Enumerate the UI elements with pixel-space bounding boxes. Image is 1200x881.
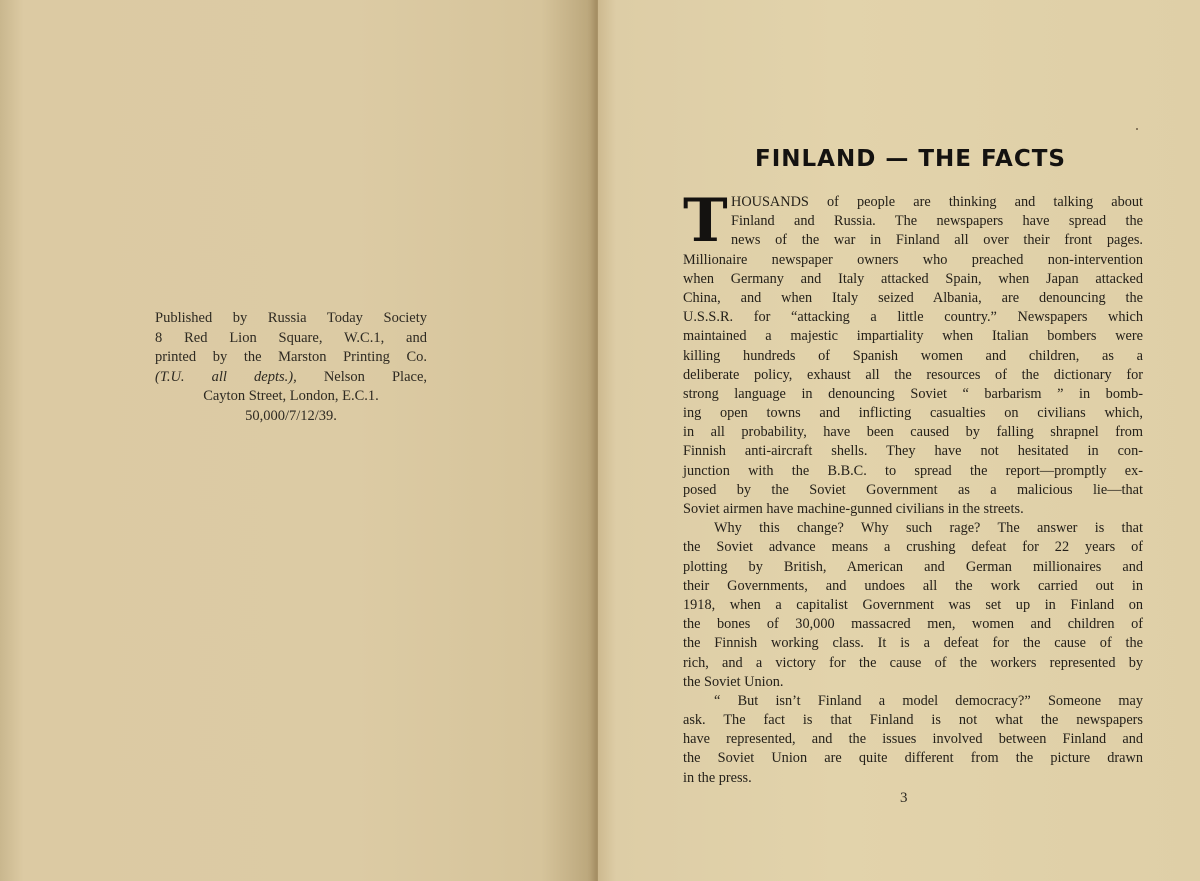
text-line: killing hundreds of Spanish women and children, as a [683, 347, 1143, 364]
text-line: maintained a majestic impartiality when Italian bombers were [683, 328, 1143, 345]
page-number: 3 [900, 790, 908, 806]
left-page [0, 0, 588, 881]
text-line: Why this change? Why such rage? The answer is that [714, 520, 1143, 537]
imprint-line [155, 368, 427, 388]
text-line: in the press. [683, 769, 752, 786]
text-line: when Germany and Italy attacked Spain, when Japan attacked [683, 270, 1143, 287]
text-line: Millionaire newspaper owners who preached non-intervention [683, 251, 1143, 268]
text-line: junction with the B.B.C. to spread the report—promptly ex- [683, 462, 1143, 479]
text-line: the Soviet Union. [683, 673, 784, 690]
text-line: strong language in denouncing Soviet “ barbarism ” in bomb- [683, 385, 1143, 402]
text-line: the bones of 30,000 massacred men, women and children of [683, 616, 1143, 633]
text-line: U.S.S.R. for “attacking a little country.” Newspapers which [683, 309, 1143, 326]
text-line: HOUSANDS of people are thinking and talking about [731, 194, 1143, 210]
page-title: FINLAND — THE FACTS [755, 146, 1066, 172]
text-line: Finland and Russia. The newspapers have spread the [731, 213, 1143, 230]
imprint-line: Published by Russia Today Society [155, 310, 427, 326]
imprint-line: printed by the Marston Printing Co. [155, 349, 427, 365]
body-text [683, 186, 1143, 788]
text-line: in all probability, have been caused by falling shrapnel from [683, 424, 1143, 441]
text-line: the Finnish working class. It is a defeat for the cause of the [683, 635, 1143, 652]
text-line: their Governments, and undoes all the work carried out in [683, 577, 1143, 594]
text-line: “ But isn’t Finland a model democracy?” Someone may [714, 692, 1143, 709]
text-line: rich, and a victory for the cause of the workers represented by [683, 654, 1143, 671]
publisher-imprint [155, 309, 427, 426]
text-line: Soviet airmen have machine-gunned civilians in the streets. [683, 501, 1024, 517]
text-line: 1918, when a capitalist Government was set up in Finland on [683, 596, 1143, 613]
text-line: ask. The fact is that Finland is not what the newspapers [683, 712, 1143, 729]
text-line: deliberate policy, exhaust all the resources of the dictionary for [683, 366, 1143, 383]
text-line: the Soviet advance means a crushing defeat for 22 years of [683, 539, 1143, 556]
imprint-italic: (T.U. all depts.), [155, 368, 297, 385]
paper-speck [1136, 128, 1138, 130]
text-line: have represented, and the issues involved between Finland and [683, 731, 1143, 748]
text-line: news of the war in Finland all over their front pages. [731, 232, 1143, 249]
imprint-line: 8 Red Lion Square, W.C.1, and [155, 329, 427, 346]
imprint-text: Nelson Place, [323, 368, 428, 385]
text-line: Finnish anti-aircraft shells. They have not hesitated in con- [683, 443, 1143, 460]
imprint-print-run: 50,000/7/12/39. [245, 407, 337, 424]
drop-cap: T [683, 186, 728, 256]
text-line: posed by the Soviet Government as a malicious lie—that [683, 481, 1143, 498]
text-line: China, and when Italy seized Albania, are denouncing the [683, 289, 1143, 306]
text-line: plotting by British, American and German millionaires and [683, 558, 1143, 575]
text-line: ing open towns and inflicting casualties on civilians which, [683, 405, 1143, 422]
imprint-line: Cayton Street, London, E.C.1. [203, 388, 379, 404]
text-line: the Soviet Union are quite different from the picture drawn [683, 750, 1143, 767]
